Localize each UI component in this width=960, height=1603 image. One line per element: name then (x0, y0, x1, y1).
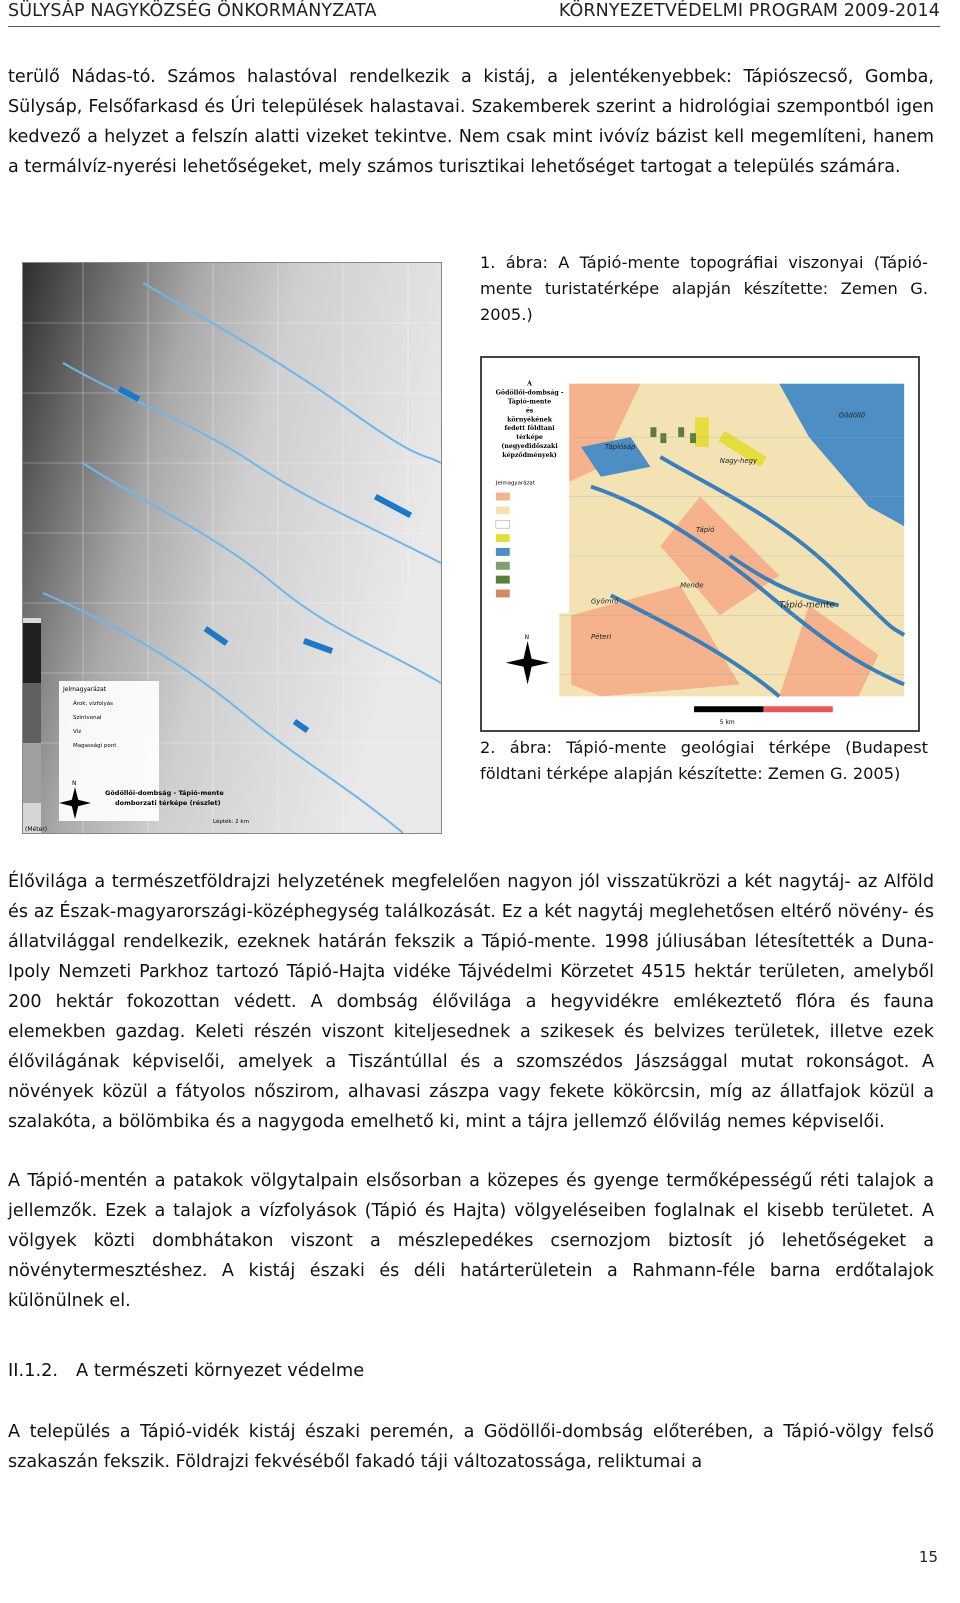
elevation-unit: (Méter) (25, 826, 48, 833)
paragraph-hydrology: terülő Nádas-tó. Számos halastóval rendelkezik a kistáj, a jelentékenyebbek: Tápiószecső, Gomba, Sülysáp, Felsőfarkasd és Úri települések halastavai. Szakemberek szerint a hidrológiai szempontból igen kedvező a helyzet a felszín alatti vizeket tekintve. Nem csak mint ivóvíz bázist kell megemlíteni, hanem a termálvíz-nyerési lehetőségeket, mely számos turisztikai lehetőséget tartogat a település számára. (8, 67, 934, 177)
map2-scale: 5 km (719, 719, 735, 727)
svg-text:N: N (72, 780, 77, 787)
map2-label: Mende (680, 581, 704, 590)
map2-legend-heading: Jelmagyarázat (495, 480, 535, 487)
map2-title-line: térképe (516, 434, 543, 442)
map1-title: domborzati térképe (részlet) (115, 799, 221, 807)
map2-title-line: képződmények) (502, 451, 557, 459)
map2-label: Péteri (591, 632, 612, 641)
map1-legend-heading: Jelmagyarázat (63, 686, 107, 693)
map2-title-line: Tápió-mente (507, 398, 552, 406)
map2-title-line: A (527, 380, 532, 388)
paragraph-location: A település a Tápió-vidék kistáj északi peremén, a Gödöllői-dombság előterében, a Tápió-völgy felső szakaszán fekszik. Földrajzi fekvéséből fakadó táji változatossága, reliktumai a (8, 1422, 934, 1472)
section-title: A természeti környezet védelme (76, 1360, 365, 1381)
map1-scale: Lépték: 2 km (213, 819, 249, 825)
map1-legend-item: Szintvonal (73, 715, 102, 721)
map2-title-line: fedett földtani (504, 425, 555, 433)
paragraph-soils: A Tápió-mentén a patakok völgytalpain elsősorban a közepes és gyenge termőképességű réti talajok a jellemzők. Ezek a talajok a vízfolyások (Tápió és Hajta) völgyeléseiben foglalnak el kisebb területet. A völgyek közti dombhátakon viszont a mészlepedékes csernozjom biztosít jó lehetőségeket a növénytermesztéshez. A kistáj északi és déli határterületein a Rahmann-féle barna erdőtalajok különülnek el. (8, 1171, 934, 1311)
figure-caption-1: 1. ábra: A Tápió-mente topográfiai viszonyai (Tápió-mente turistatérképe alapján készítette: Zemen G. 2005.) (480, 253, 928, 324)
paragraph-wildlife: Élővilága a természetföldrajzi helyzetének megfelelően nagyon jól visszatükrözi a két nagytáj- az Alföld és az Észak-magyarországi-középhegység találkozását. Ez a két nagytáj meglehetősen eltérő növény- és állatvilággal rendelkezik, ezeknek határán fekszik a Tápió-mente. 1998 júliusában létesítették a Duna-Ipoly Nemzeti Parkhoz tartozó Tápió-Hajta vidéke Tájvédelmi Körzetet 4515 hektár területen, amelyből 200 hektár fokozottan védett. A dombság élővilága a hegyvidékre emlékeztető flóra és fauna elemekben gazdag. Keleti részén viszont kiteljesednek a szikesek és belvizes területek, illetve ezek élővilágának képviselői, amelyek a Tiszántúllal és a szomszédos Jászsággal mutat rokonságot. A növények közül a fátyolos nőszirom, alhavasi zászpa vagy fekete kökörcsin, míg az állatfajok közül a szalakóta, a bölömbika és a nagygoda emelhető ki, mint a tájra jellemző élővilág nemes képviselői. (8, 872, 934, 1132)
map1-legend-item: Víz (73, 729, 82, 735)
header-left-title: SÜLYSÁP NAGYKÖZSÉG ÖNKORMÁNYZATA (8, 1, 377, 21)
header-divider (8, 26, 940, 27)
map2-title-line: Gödöllői-dombság - (495, 389, 564, 397)
map2-title-line: környékének (507, 416, 553, 424)
page-number: 15 (918, 1548, 938, 1566)
page-header (0, 0, 960, 24)
figure-caption-2: 2. ábra: Tápió-mente geológiai térképe (Budapest földtani térképe alapján készítette: Zemen G. 2005) (480, 738, 928, 783)
map2-label: Gödöllő (838, 411, 866, 420)
map1-legend-item: Árok, vízfolyás (73, 701, 113, 707)
map2-label: Gyömrő (591, 597, 619, 606)
map2-label: Tápió-mente (779, 600, 835, 611)
section-heading (8, 1358, 364, 1384)
map2-label: Nagy-hegy (719, 456, 758, 465)
svg-text:N: N (524, 633, 530, 641)
map1-legend-item: Magassági pont (73, 743, 117, 749)
map2-title-line: (negyedidőszaki (501, 443, 558, 451)
map1-title: Gödöllői-dombság - Tápió-mente (105, 789, 224, 797)
map2-label: Tápió (696, 526, 715, 535)
map2-title-line: és (525, 407, 534, 415)
geological-map (480, 356, 920, 732)
map2-label: Tápiósáp (604, 443, 636, 452)
section-number: II.1.2. (8, 1360, 59, 1381)
header-right-title: KÖRNYEZETVÉDELMI PROGRAM 2009-2014 (558, 1, 940, 21)
topographic-map (22, 262, 442, 834)
